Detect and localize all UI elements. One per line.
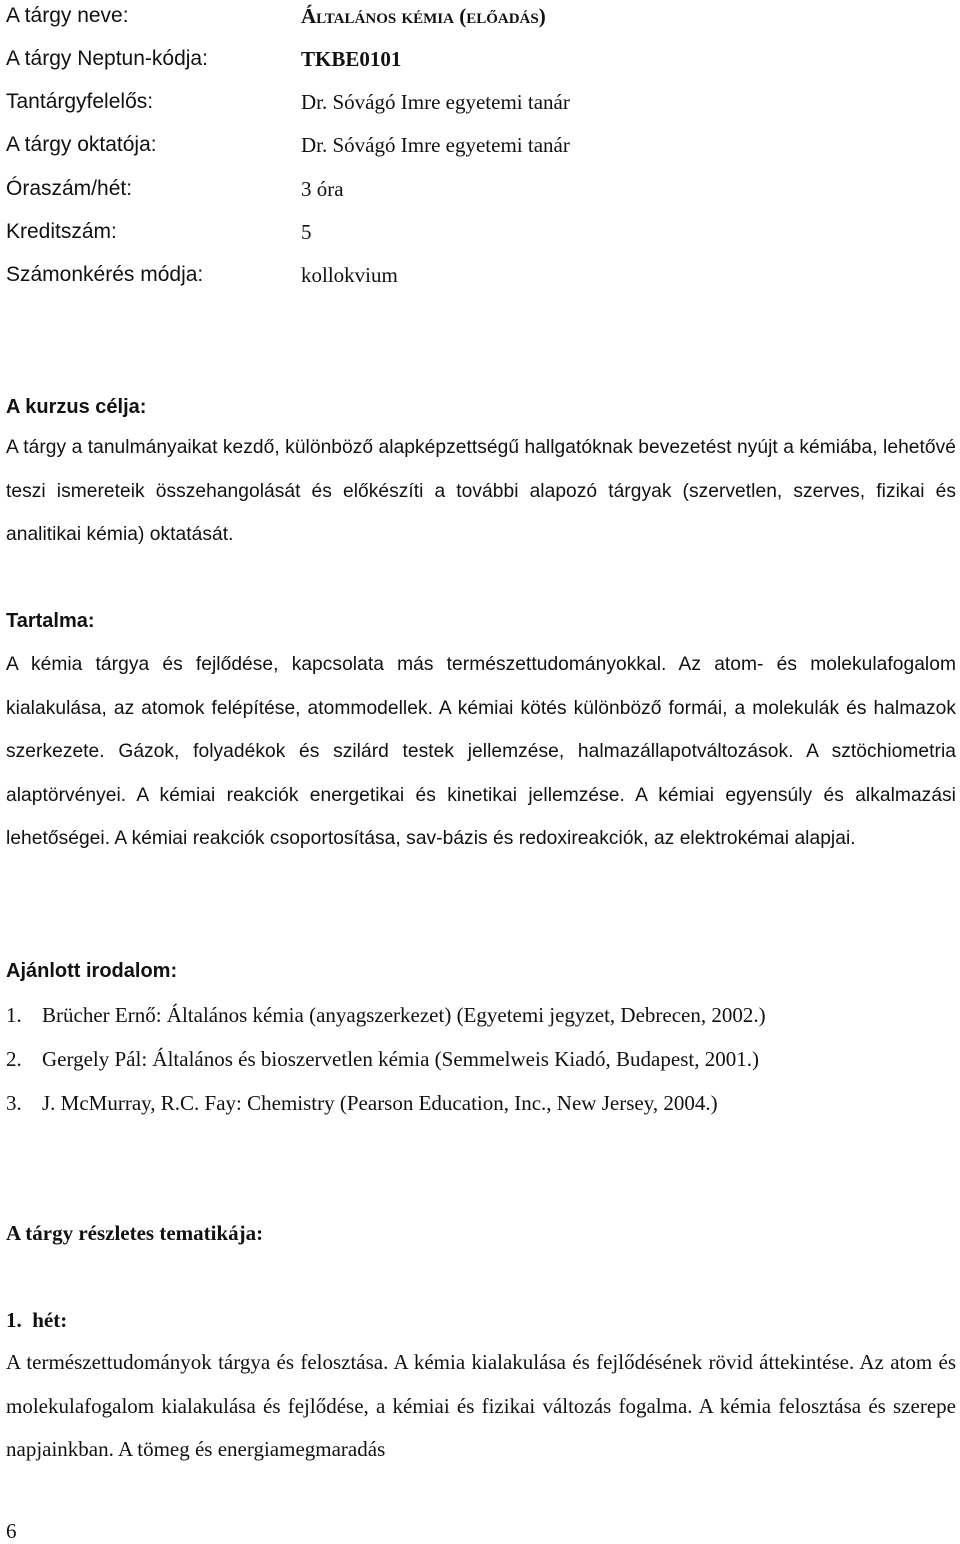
content-heading: Tartalma: [6, 610, 95, 632]
course-goal-heading: A kurzus célja: [6, 396, 147, 418]
course-name-label: A tárgy neve: [6, 4, 129, 27]
course-goal-text: A tárgy a tanulmányaikat kezdő, különböző alapképzettségű hallgatóknak bevezetést nyújt a kémiába, lehetővé teszi ismereteik összehangolását és előkészíti a további alapozó tárgyak (szervetlen, szerves, fizikai és analitikai kémia) oktatását. [6, 437, 956, 546]
literature-item: 2. Gergely Pál: Általános és bioszervetlen kémia (Semmelweis Kiadó, Budapest, 2001.) [6, 1047, 759, 1071]
literature-item: 3. J. McMurray, R.C. Fay: Chemistry (Pearson Education, Inc., New Jersey, 2004.) [6, 1091, 718, 1115]
literature-item: 1. Brücher Ernő: Általános kémia (anyagszerkezet) (Egyetemi jegyzet, Debrecen, 2002.) [6, 1003, 766, 1027]
week-label: 1. hét: [6, 1308, 68, 1332]
content-text: A kémia tárgya és fejlődése, kapcsolata más természettudományokkal. Az atom- és molekulafogalom kialakulása, az atomok felépítése, atommodellek. A kémiai kötés különböző formái, a molekulák és halmazok szerkezete. Gázok, folyadékok és szilárd testek jellemzése, halmazállapotváltozások. A sztöchiometria alaptörvényei. A kémiai reakciók energetikai és kinetikai jellemzése. A kémiai egyensúly és alkalmazási lehetőségei. A kémiai reakciók csoportosítása, sav-bázis és redoxireakciók, az elektrokémai alapjai. [6, 654, 956, 850]
credits-value: 5 [301, 220, 312, 244]
week-1-text: A természettudományok tárgya és felosztása. A kémia kialakulása és fejlődésének rövid áttekintése. Az atom és molekulafogalom kialakulása és fejlődése, a kémiai és fizikai változás fogalma. A kémia felosztása és szerepe napjainkban. A tömeg és energiamegmaradás [6, 1350, 956, 1462]
assessment-value: kollokvium [301, 263, 398, 287]
assessment-label: Számonkérés módja: [6, 263, 204, 286]
literature-heading: Ajánlott irodalom: [6, 960, 178, 982]
thematic-heading: A tárgy részletes tematikája: [6, 1221, 264, 1245]
hours-value: 3 óra [301, 177, 344, 201]
responsible-label: Tantárgyfelelős: [6, 90, 154, 113]
neptun-code-value: TKBE0101 [301, 47, 402, 71]
literature-list [6, 993, 766, 1125]
lecturer-label: A tárgy oktatója: [6, 133, 157, 156]
page-number: 6 [6, 1519, 17, 1543]
lecturer-value: Dr. Sóvágó Imre egyetemi tanár [301, 133, 570, 157]
hours-label: Óraszám/hét: [6, 177, 133, 200]
neptun-code-label: A tárgy Neptun-kódja: [6, 47, 208, 70]
course-name-value: Általános kémia (előadás) [301, 4, 546, 28]
credits-label: Kreditszám: [6, 220, 117, 243]
responsible-value: Dr. Sóvágó Imre egyetemi tanár [301, 90, 570, 114]
